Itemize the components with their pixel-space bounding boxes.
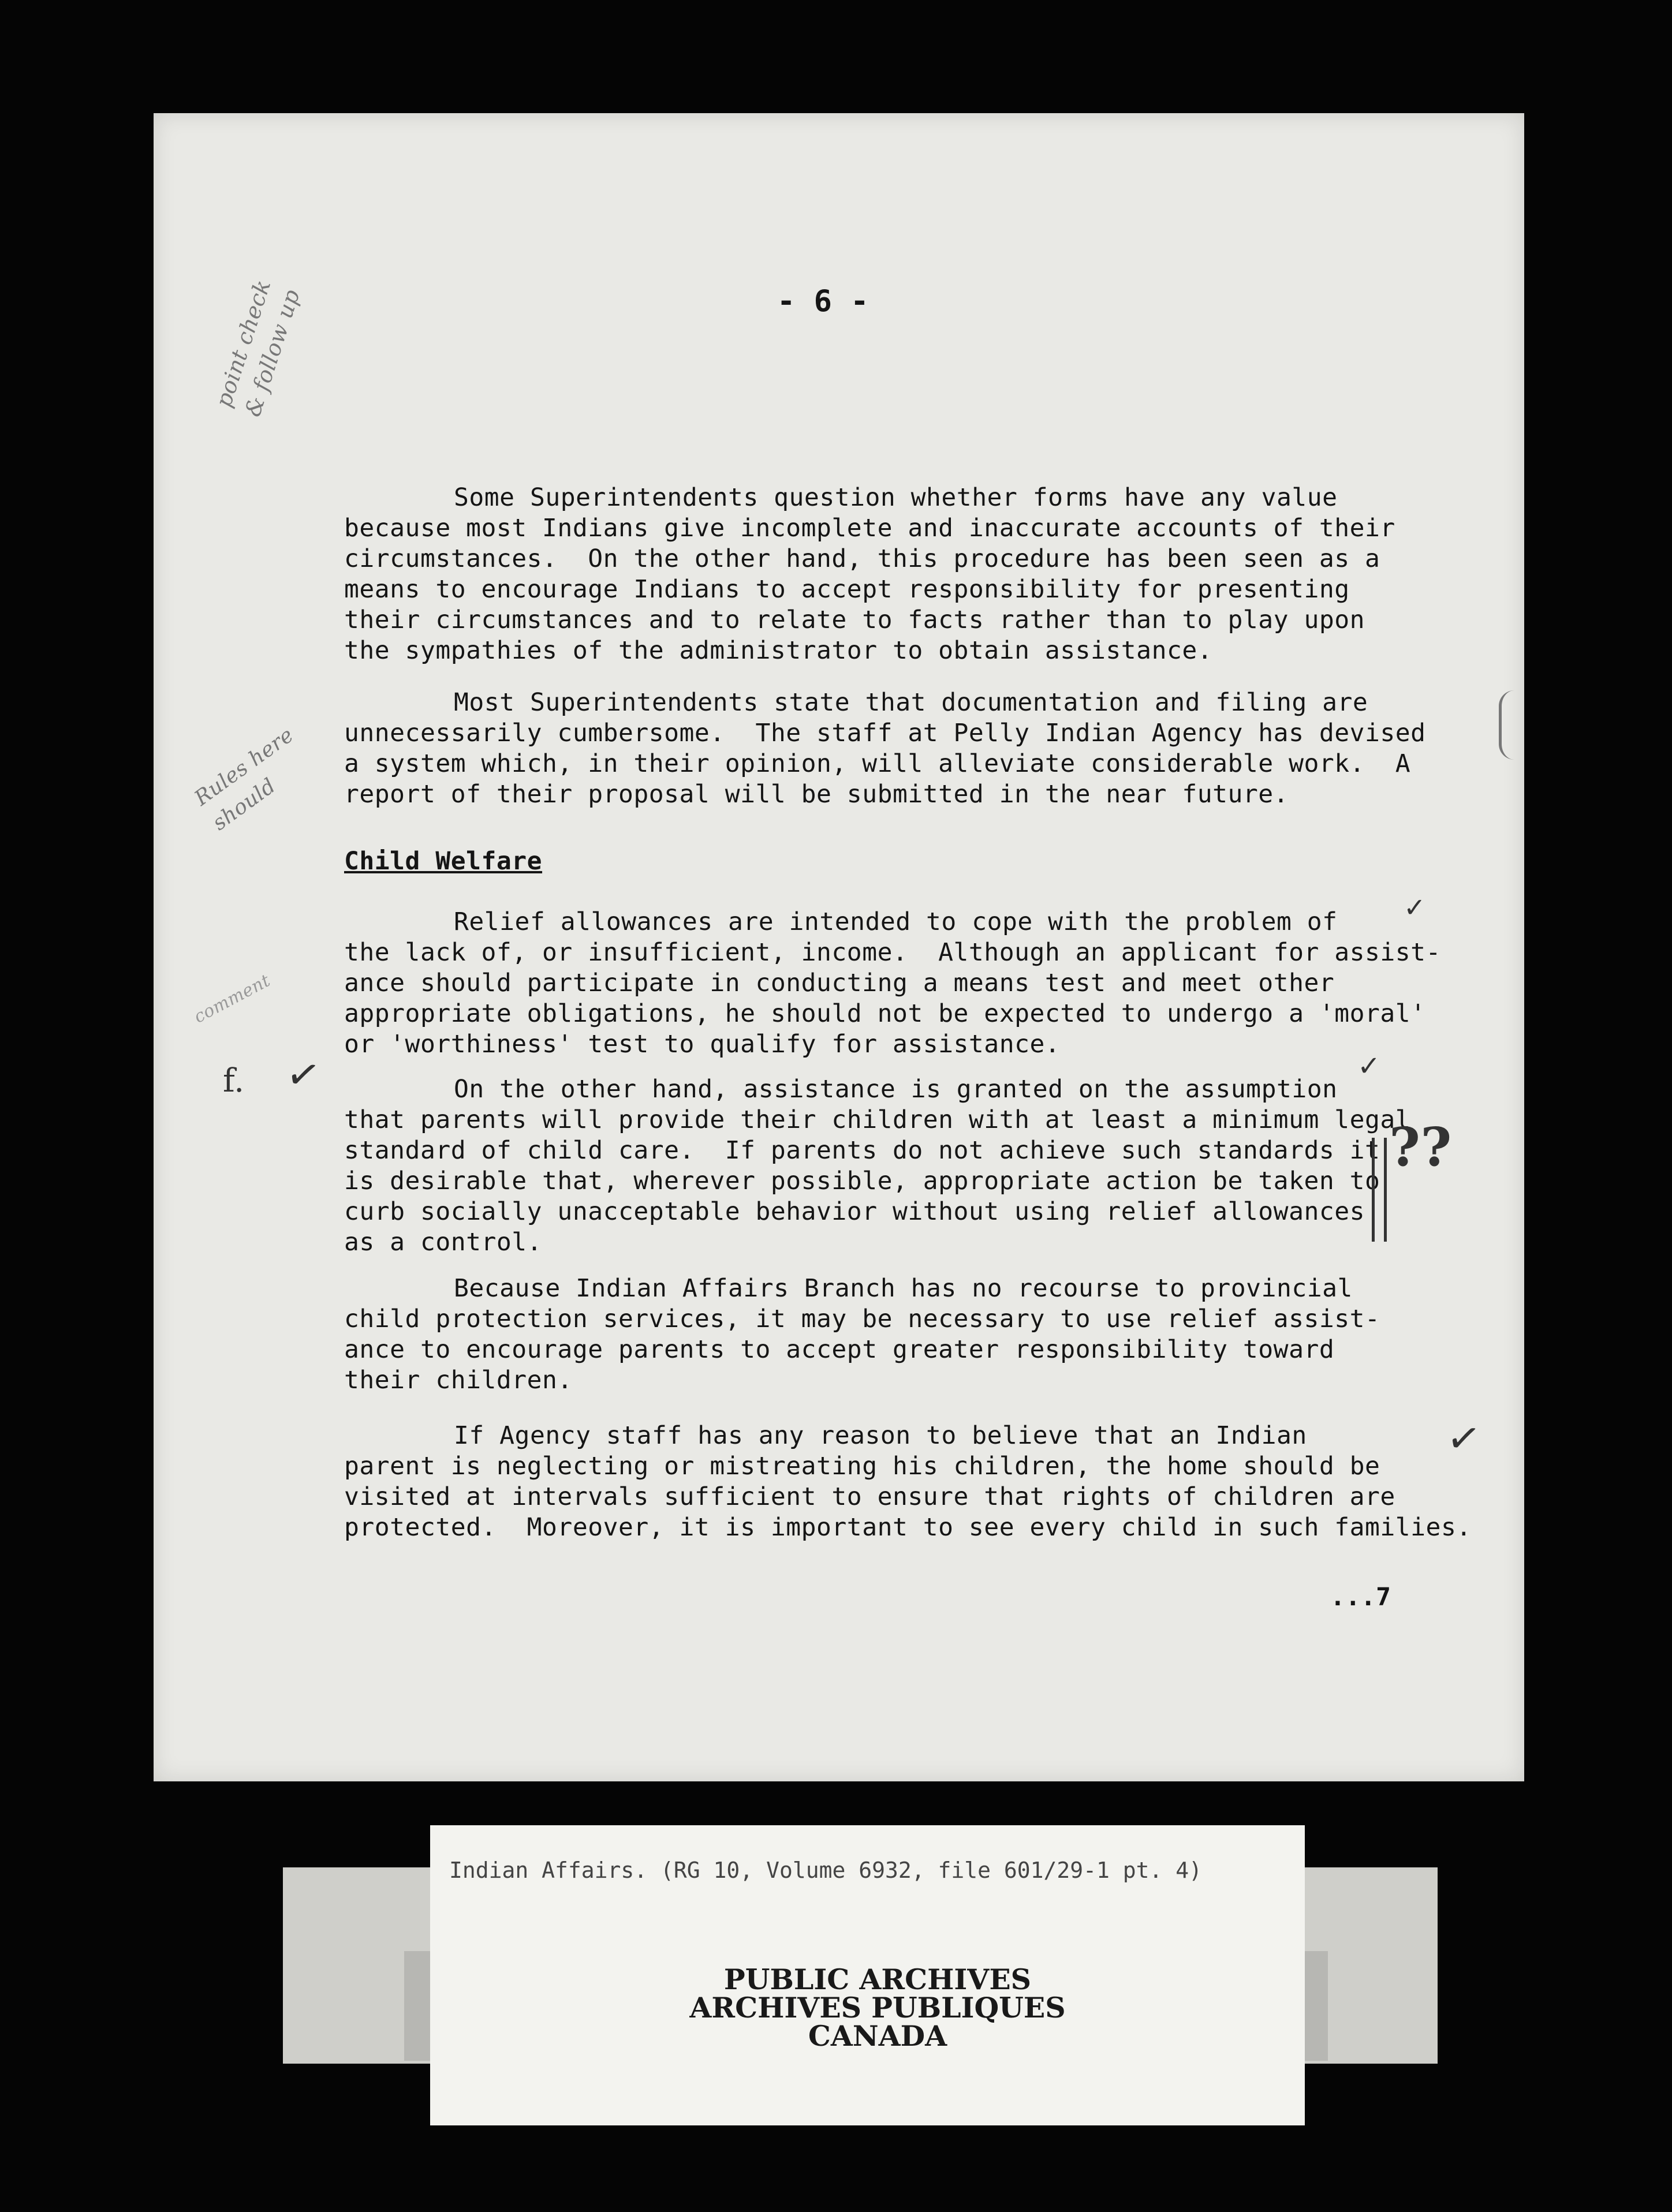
section-heading: Child Welfare [344,847,543,876]
paragraph-child-protection [344,1273,1395,1396]
paragraph-line: Most Superintendents state that documentation and filing are [454,688,1368,717]
paragraph-line: visited at intervals sufficient to ensure that rights of children are [344,1482,1395,1511]
paragraph-line: their circumstances and to relate to facts rather than to play upon [344,606,1365,634]
paragraph-relief-allowances [344,907,1441,1060]
paragraph-line: If Agency staff has any reason to believe that an Indian [454,1421,1307,1450]
paragraph-line: is desirable that, wherever possible, appropriate action be taken to [344,1167,1380,1195]
paragraph-line: their children. [344,1366,573,1395]
paragraph-line: standard of child care. If parents do not achieve such standards it [344,1136,1380,1165]
page-number: - 6 - [777,284,869,319]
paragraph-forms [344,483,1395,666]
check-mark-icon: ✓ [282,1048,324,1101]
paragraph-line: ance should participate in conducting a means test and meet other [344,969,1335,997]
paragraph-line: appropriate obligations, he should not be expected to undergo a 'moral' [344,999,1426,1028]
paragraph-line: child protection services, it may be necessary to use relief assist- [344,1305,1380,1333]
handwritten-note-2: Rules here should [190,723,298,835]
check-mark-icon: ✓ [1404,892,1427,923]
paragraph-line: unnecessarily cumbersome. The staff at Pelly Indian Agency has devised [344,719,1426,748]
archive-stamp-line: PUBLIC ARCHIVES [723,1963,1032,1996]
paragraph-line: that parents will provide their children with at least a minimum legal [344,1105,1411,1134]
margin-mark: f. [223,1062,245,1100]
archive-stamp-line: CANADA [808,2019,947,2053]
handwritten-note-1: point check & follow up [210,276,305,420]
document-page [154,113,1524,1781]
archive-stamp [658,1963,1097,2053]
paragraph-line: protected. Moreover, it is important to see every child in such families. [344,1513,1472,1542]
paragraph-line: Relief allowances are intended to cope with the problem of [454,907,1338,936]
paragraph-line: Because Indian Affairs Branch has no recourse to provincial [454,1274,1353,1303]
archive-stamp-line: ARCHIVES PUBLIQUES [689,1991,1066,2024]
paragraph-documentation [344,687,1426,810]
paragraph-line: On the other hand, assistance is granted on the assumption [454,1075,1338,1104]
paragraph-line: or 'worthiness' test to qualify for assistance. [344,1030,1061,1059]
paragraph-line: means to encourage Indians to accept responsibility for presenting [344,575,1350,604]
paragraph-line: circumstances. On the other hand, this procedure has been seen as a [344,544,1380,573]
check-mark-icon: ✓ [1443,1413,1484,1464]
paragraph-child-care [344,1074,1411,1258]
double-vertical-mark-icon [1372,1138,1387,1242]
paragraph-line: a system which, in their opinion, will alleviate considerable work. A [344,749,1411,778]
paragraph-line: as a control. [344,1228,543,1257]
paragraph-line: parent is neglecting or mistreating his children, the home should be [344,1452,1380,1481]
paragraph-line: the sympathies of the administrator to obtain assistance. [344,636,1213,665]
check-mark-icon: ✓ [1357,1050,1381,1082]
continuation-marker: ...7 [1330,1583,1391,1612]
handwritten-note-3: comment [191,970,274,1027]
paragraph-line: ance to encourage parents to accept greater responsibility toward [344,1335,1335,1364]
paragraph-line: report of their proposal will be submitted in the near future. [344,780,1289,809]
question-marks: ?? [1389,1116,1452,1178]
paragraph-agency-staff [344,1421,1472,1543]
paragraph-line: because most Indians give incomplete and inaccurate accounts of their [344,514,1395,543]
archive-citation: Indian Affairs. (RG 10, Volume 6932, file 601/29-1 pt. 4) [449,1858,1203,1883]
paragraph-line: curb socially unacceptable behavior without using relief allowances [344,1197,1365,1226]
paragraph-line: Some Superintendents question whether forms have any value [454,483,1338,512]
bracket-mark-icon [1499,690,1514,760]
paragraph-line: the lack of, or insufficient, income. Although an applicant for assist- [344,938,1441,967]
